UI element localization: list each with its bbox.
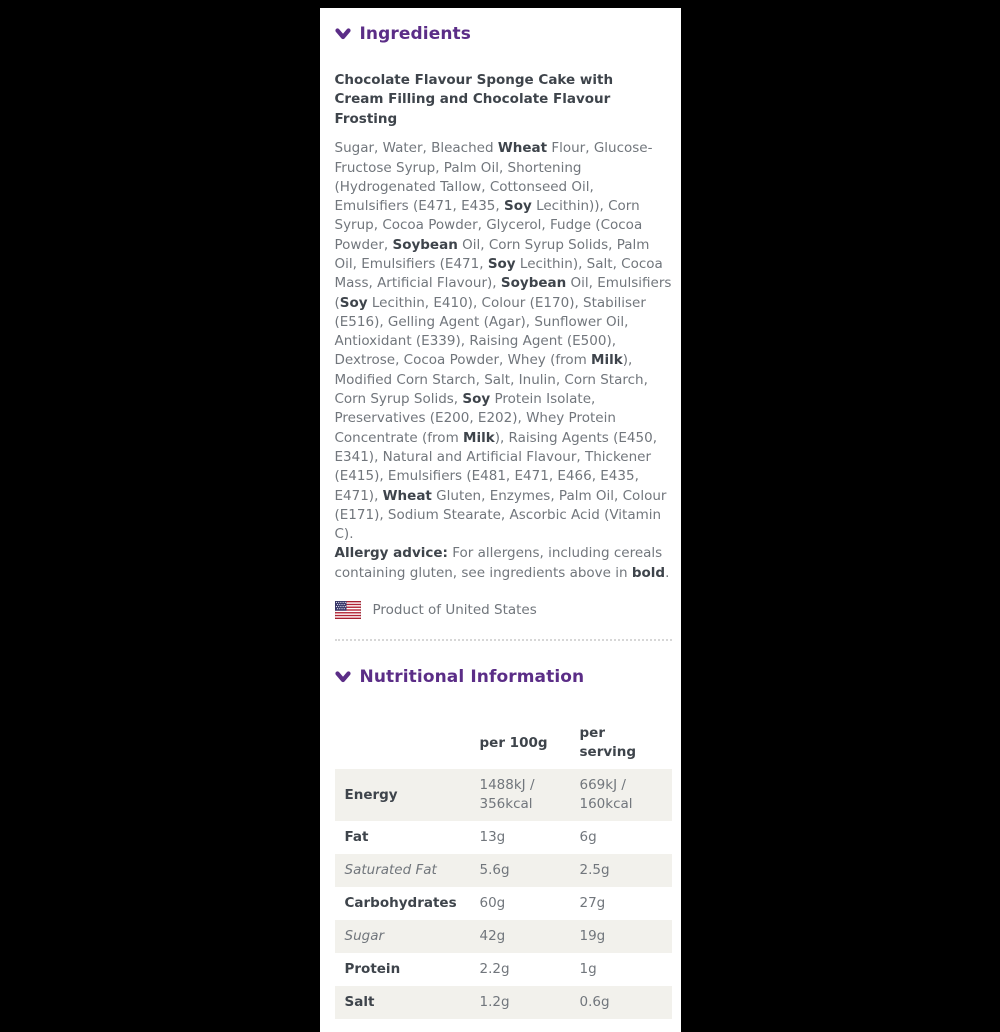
- chevron-down-icon: [335, 28, 351, 40]
- us-flag-icon: [335, 601, 361, 619]
- ingredients-section-header[interactable]: [335, 24, 672, 44]
- value-per-serving: 27g: [579, 895, 606, 912]
- col-per-100g: per 100g: [479, 734, 548, 751]
- nutrition-section-title: Nutritional Information: [359, 667, 585, 688]
- nutrient-label: Energy: [344, 786, 398, 803]
- product-description: Chocolate Flavour Sponge Cake with Cream Filling and Chocolate Flavour Frosting: [334, 72, 614, 127]
- value-per-serving: 2.5g: [579, 862, 610, 879]
- origin-label: Product of United States: [372, 602, 537, 619]
- value-per-100g: 13g: [479, 829, 506, 846]
- col-per-serving: per serving: [579, 725, 637, 761]
- value-per-serving: 19g: [579, 928, 606, 945]
- nutrition-row: [335, 821, 672, 854]
- value-per-100g: 2.2g: [479, 961, 510, 978]
- nutrition-row: [335, 920, 672, 953]
- allergy-advice: Allergy advice: For allergens, including cereals containing gluten, see ingredients above in bold.: [334, 545, 670, 581]
- nutrition-table-header: [335, 717, 672, 769]
- nutrient-label: Fat: [344, 829, 369, 846]
- nutrition-row: [335, 953, 672, 986]
- chevron-down-icon: [335, 671, 351, 683]
- nutrition-table: [335, 717, 672, 1019]
- origin-row: [335, 601, 672, 619]
- nutrition-row: [335, 769, 672, 821]
- value-per-serving: 0.6g: [579, 994, 610, 1011]
- value-per-serving: 669kJ / 160kcal: [579, 777, 633, 813]
- page-background: [0, 8, 1000, 1011]
- value-per-100g: 1.2g: [479, 994, 510, 1011]
- nutrition-table-body: [335, 769, 672, 1019]
- value-per-serving: 1g: [579, 961, 597, 978]
- nutrition-row: [335, 854, 672, 887]
- value-per-100g: 1488kJ / 356kcal: [479, 777, 535, 813]
- nutrient-label: Salt: [344, 994, 375, 1011]
- nutrient-label: Carbohydrates: [344, 895, 457, 912]
- nutrient-label: Sugar: [344, 928, 385, 945]
- value-per-serving: 6g: [579, 829, 597, 846]
- value-per-100g: 60g: [479, 895, 506, 912]
- nutrient-label: Saturated Fat: [344, 862, 437, 879]
- col-nutrient: [335, 736, 480, 750]
- value-per-100g: 42g: [479, 928, 506, 945]
- nutrition-row: [335, 887, 672, 920]
- nutrition-row: [335, 986, 672, 1019]
- nutrition-section-header[interactable]: [335, 667, 672, 687]
- value-per-100g: 5.6g: [479, 862, 510, 879]
- ingredients-text: Sugar, Water, Bleached Wheat Flour, Glucose-Fructose Syrup, Palm Oil, Shortening (Hydrogenated Tallow, Cottonseed Oil, Emulsifiers (E471, E435, Soy Lecithin)), Corn Syrup, Cocoa Powder, Glycerol, Fudge (Cocoa Powder, Soybean Oil, Corn Syrup Solids, Palm Oil, Emulsifiers (E471, Soy Lecithin), Salt, Cocoa Mass, Artificial Flavour), Soybean Oil, Emulsifiers (Soy Lecithin, E410), Colour (E170), Stabiliser (E516), Gelling Agent (Agar), Sunflower Oil, Antioxidant (E339), Raising Agent (E500), Dextrose, Cocoa Powder, Whey (from Milk), Modified Corn Starch, Salt, Inulin, Corn Starch, Corn Syrup Solids, Soy Protein Isolate, Preservatives (E200, E202), Whey Protein Concentrate (from Milk), Raising Agents (E450, E341), Natural and Artificial Flavour, Thickener (E415), Emulsifiers (E481, E471, E466, E435, E471), Wheat Gluten, Enzymes, Palm Oil, Colour (E171), Sodium Stearate, Ascorbic Acid (Vitamin C).: [334, 140, 672, 543]
- ingredients-section-title: Ingredients: [359, 24, 471, 44]
- nutrient-label: Protein: [344, 961, 401, 978]
- product-info-panel: [320, 8, 681, 1032]
- section-divider: [335, 639, 672, 641]
